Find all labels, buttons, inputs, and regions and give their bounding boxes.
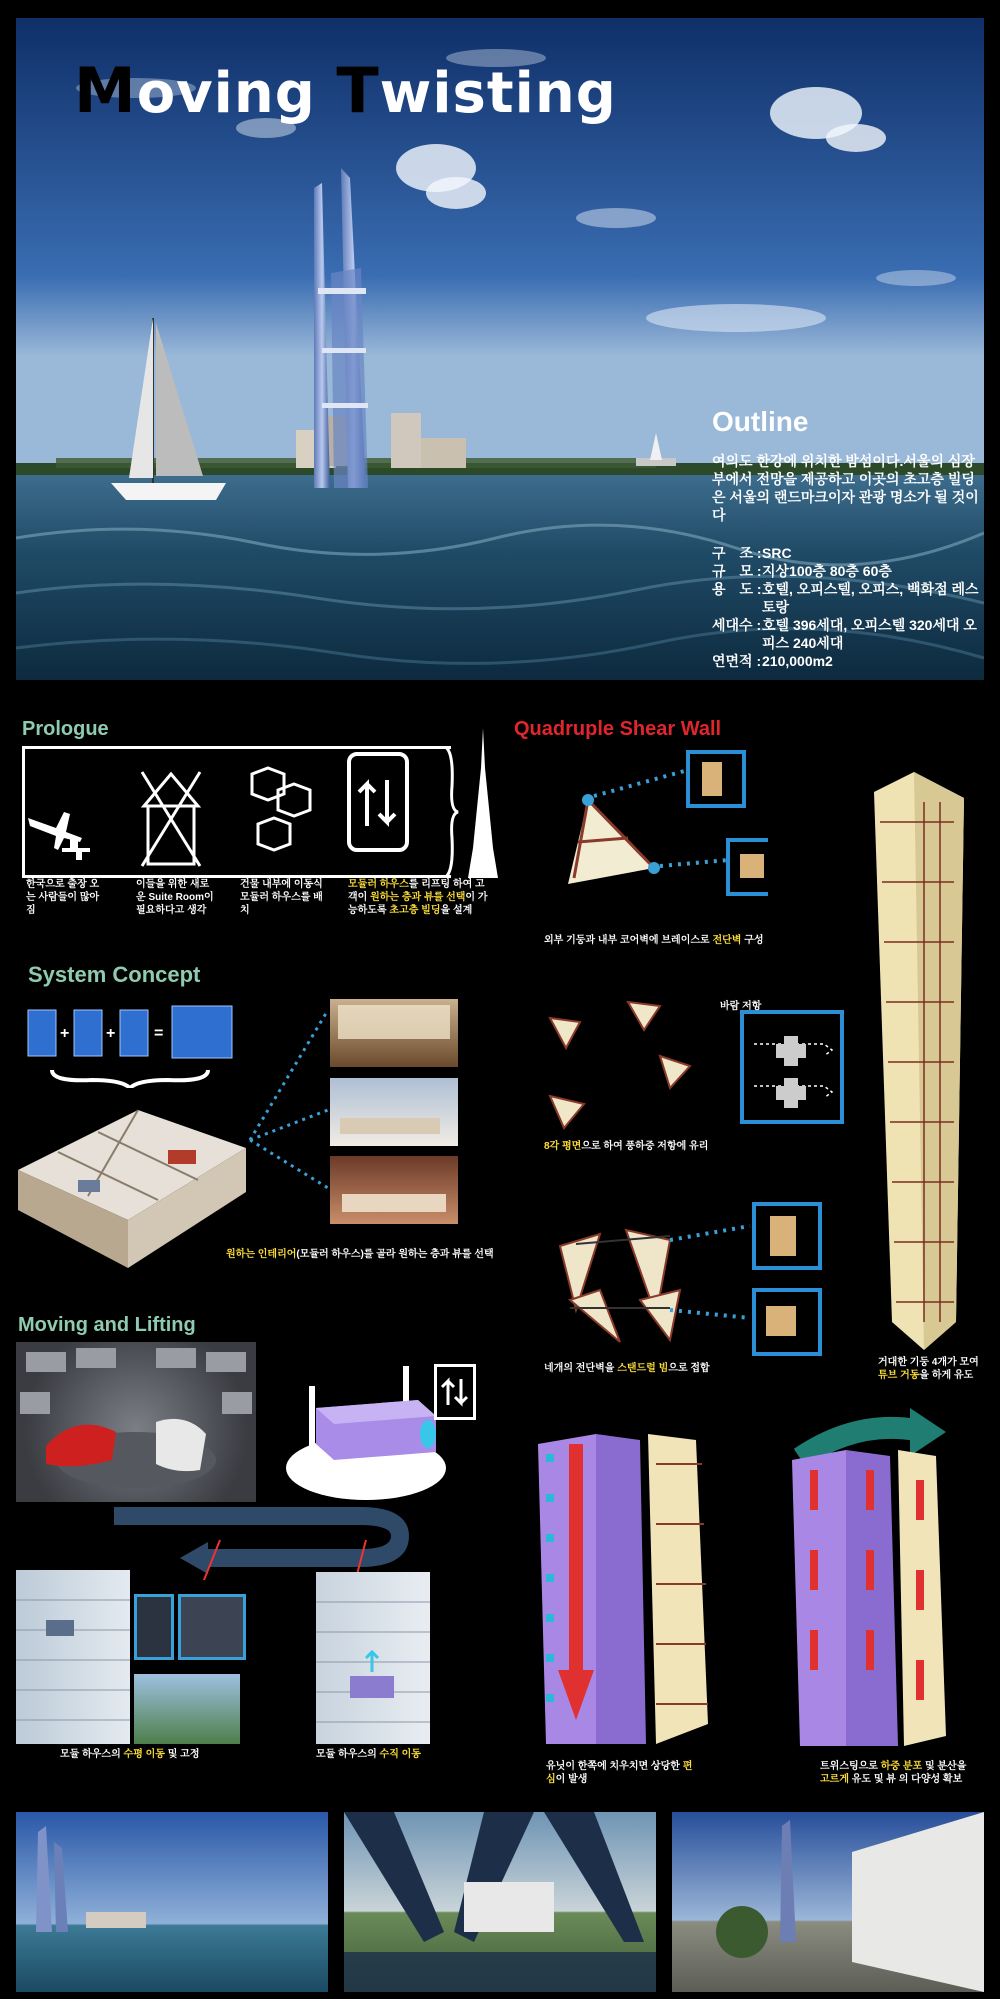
spec-value: 호텔, 오피스텔, 오피스, 백화점 레스토랑 [762,581,979,615]
car-tower-photo [16,1342,256,1502]
spec-row [712,616,982,652]
stand-beam-diagram [540,1200,830,1360]
shear-caption-2 [544,1140,708,1153]
car-tower-illustration [16,1342,256,1502]
prologue-caption-1: 한국으로 출장 오는 사람들이 많아짐 [26,879,100,916]
svg-text:+: + [106,1025,116,1042]
twisting-load-diagram [786,1400,956,1756]
svg-text:=: = [154,1025,164,1042]
highlight-text: 편심 [546,1761,693,1785]
facade-lines [16,1570,130,1744]
updown-arrow-icon [437,1367,473,1417]
hero-render [16,18,984,680]
highlight-text: 모듈러 하우스 [348,879,409,890]
svg-text:+: + [60,1025,70,1042]
interior-window [338,1005,450,1039]
shear-caption-3 [544,1362,710,1375]
flow-arrow [100,1500,420,1580]
spec-key: 규 모 : [712,563,762,579]
spec-value: 210,000m2 [762,653,833,669]
caption-text: 네개의 전단벽을 [544,1363,618,1374]
highlight-text: 수직 이동 [379,1749,421,1760]
spec-list [712,544,982,670]
caption-text: 모듈 하우스의 [316,1749,380,1760]
caption-text: 모듈 하우스의 [60,1749,124,1760]
caption-text: (모듈러 하우스)를 골라 원하는 층과 뷰를 선택 [296,1249,494,1260]
window-detail-2 [178,1594,246,1660]
moving-heading: Moving and Lifting [18,1314,196,1336]
spec-key: 세대수 : [712,617,762,633]
wind-label: 바람 저항 [720,1001,762,1012]
caption-text: 구성 [741,935,764,946]
caption-text: 으로 하여 풍하중 저항에 유리 [581,1141,709,1152]
highlight-text: 하중 분포 [880,1761,923,1772]
shear-caption-4 [878,1356,988,1382]
module-combine-diagram [22,1000,240,1088]
spec-row [712,652,982,670]
airplane-icon [26,790,94,862]
interior-option-3 [330,1156,458,1224]
interior-furniture [340,1118,440,1134]
highlight-text: 스탠드럴 빔 [617,1363,669,1374]
bottom-render-2 [344,1812,656,1992]
title-part-2: wisting [379,61,617,126]
spec-row [712,544,982,562]
horizontal-move-render [16,1570,130,1744]
caption-text: 트위스팅으로 [820,1761,881,1772]
brace-right-icon [440,746,460,878]
highlight-text: 튜브 거동 [878,1370,920,1381]
shear-caption-5 [546,1760,696,1786]
spec-key: 구 조 : [712,545,762,561]
street-view [672,1812,984,1992]
bottom-render-1 [16,1812,328,1992]
caption-text: 를 리프팅 하여 고객이 [348,879,485,903]
no-suite-icon [140,766,202,870]
window-detail-1 [134,1594,174,1660]
shear-wall-unit-diagram [548,748,768,928]
caption-text: 유도 및 뷰 의 다양성 확보 [848,1774,963,1785]
interior-furniture [342,1194,446,1212]
highlight-text: 고르게 [820,1774,849,1785]
highlight-text: 수평 이동 [123,1749,165,1760]
highlight-text: 8각 평면 [544,1141,582,1152]
caption-text: 으로 접합 [668,1363,710,1374]
vertical-move-render [316,1572,430,1744]
system-caption [226,1248,526,1261]
spec-key: 연면적 : [712,653,762,669]
interior-option-1 [330,999,458,1067]
page-title [74,54,617,127]
shear-heading: Quadruple Shear Wall [514,718,722,740]
wind-resistance-box [740,1010,844,1124]
shear-caption-1 [544,934,764,947]
vertical-move-caption [316,1748,421,1761]
shear-caption-6 [820,1760,970,1786]
spec-row [712,580,982,616]
caption-text: 이 가능하도록 [348,892,488,916]
caption-text: 유닛이 한쪽에 치우치면 상당한 [546,1761,683,1772]
facade-lines [316,1572,430,1744]
octagonal-plan-diagram [540,996,710,1146]
tower-silhouette [16,1812,328,1992]
spec-key: 용 도 : [712,581,762,597]
title-cap-t: T [336,54,380,127]
caption-text: 이 발생 [555,1774,588,1785]
caption-text: 을 설계 [440,905,473,916]
outline-panel [712,406,982,670]
bottom-render-3 [672,1812,984,1992]
caption-text: 외부 기둥과 내부 코어벽에 브레이스로 [544,935,713,946]
title-cap-m: M [74,54,137,127]
spec-row [712,562,982,580]
prologue-caption-2: 이들을 위한 새로운 Suite Room이 필요하다고 생각 [136,879,214,916]
spec-value: 호텔 396세대, 오피스텔 320세대 오피스 240세대 [762,617,977,651]
highlight-text: 전단벽 [712,935,742,946]
elevator-icon [347,752,409,852]
skyscraper-icon [464,728,502,878]
system-heading: System Concept [28,962,201,987]
prologue-caption-4 [348,878,488,917]
caption-text: 거대한 기둥 4개가 모여 [878,1357,979,1368]
tall-tower-structure [844,762,974,1352]
highlight-text: 초고층 빌딩 [389,905,441,916]
prologue-caption-3: 건물 내부에 이동식 모듈러 하우스를 배치 [240,879,323,916]
outline-description: 여의도 한강에 위치한 밤섬이다.서울의 심장부에서 전망을 제공하고 이곳의 초고층 빌딩은 서울의 랜드마크이자 관광 명소가 될 것이다 [712,453,979,523]
module-interior-render [18,1100,246,1268]
horizontal-move-caption [60,1748,200,1761]
spec-value: SRC [762,545,792,561]
modules-icon [244,760,320,864]
title-part-1: oving [136,61,337,126]
wind-arrow-diagram [744,1014,840,1120]
outline-heading: Outline [712,406,809,437]
caption-text: 및 고정 [164,1749,200,1760]
lift-updown-icon [434,1364,476,1420]
updown-arrow-icon [351,756,405,848]
caption-text: 을 하게 유도 [919,1370,974,1381]
interior-option-2 [330,1078,458,1146]
eccentric-load-diagram [536,1424,716,1754]
structure-frame [344,1812,656,1992]
highlight-text: 원하는 인테리어 [226,1249,297,1260]
dotted-connector-lines [240,1000,330,1190]
highlight-text: 원하는 층과 뷰를 선택 [370,892,466,903]
spec-value: 지상100층 80층 60층 [762,563,892,579]
view-render [134,1674,240,1744]
prologue-heading: Prologue [22,718,109,740]
caption-text: 및 분산을 [922,1761,967,1772]
